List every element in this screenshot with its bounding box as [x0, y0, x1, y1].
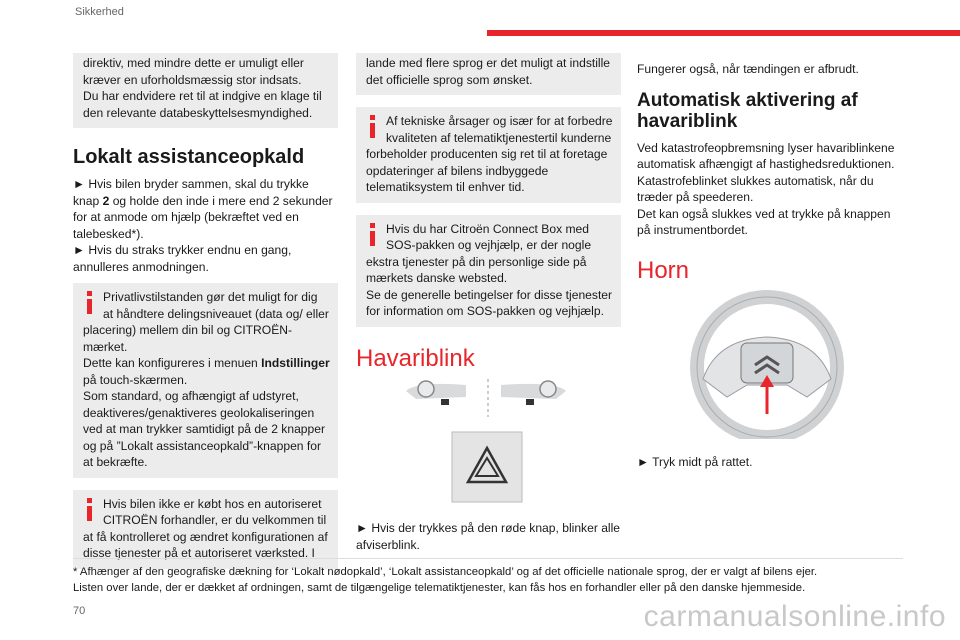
watermark: carmanualsonline.info — [643, 600, 946, 633]
paragraph: ► Hvis du straks trykker endnu en gang, annulleres anmodningen. — [73, 243, 292, 274]
note-line: Du har endvidere ret til at indgive en klage til — [83, 89, 322, 103]
header-accent-bar — [487, 30, 960, 36]
section-heading-local-assistance: Lokalt assistanceopkald — [73, 146, 305, 168]
dashboard-left-icon — [406, 381, 466, 405]
note-box-continued — [73, 53, 338, 128]
column-2 — [356, 53, 621, 553]
note-line: direktiv, med mindre dette er umuligt eller — [83, 56, 304, 70]
dashboard-location-illustration — [356, 377, 621, 421]
info-note-updates: Af tekniske årsager og især for at forbedre kvaliteten af telematiktjenestertil kunderne forbeholder producenten sig ret til at foretage opdateringer af bilens indbyggede telematiksystem til enhver tid. — [356, 107, 621, 203]
paragraph: Katastrofeblinket slukkes automatisk, når du træder på speederen. — [637, 173, 874, 204]
column-1 — [73, 53, 338, 581]
paragraph: ► Hvis der trykkes på den røde knap, blinker alle afviserblink. — [356, 521, 621, 552]
paragraph: Ved katastrofeopbremsning lyser havariblinkene automatisk afhængigt af hastighedsreduktionen. — [637, 140, 895, 171]
subheading-automatic-hazard: Automatisk aktivering af havariblink — [637, 89, 858, 132]
column-3 — [637, 53, 902, 470]
info-note-dealer: Hvis bilen ikke er købt hos en autoriseret CITROËN forhandler, er du velkommen til at få kontrolleret og ændret konfigurationen af disse tjenester på et autoriseret værksted. I — [73, 490, 338, 569]
dashboard-right-icon — [501, 381, 566, 405]
info-note-privacy: Privatlivstilstanden gør det muligt for dig at håndtere delingsniveauet (data og/ eller placering) mellem din bil og CITROËN-mærket. Dette kan konfigureres i menuen Indstillinger på touch-skærmen. Som standard, og afhængigt af udstyret, deaktiveres/genaktiveres geolokaliseringen ved at man trykker samtidigt på de 2 knapper og på ”Lokalt assistanceopkald”-knappen for at bekræfte. — [73, 283, 338, 478]
info-note-connect-box: Hvis du har Citroën Connect Box med SOS-pakken og vejhjælp, er der nogle ekstra tjenester på din personlige side på mærkets danske websted. Se de generelle betingelser for disse tjenester for information om SOS-pakken og vejhjælp. — [356, 215, 621, 327]
paragraph: ► Tryk midt på rattet. — [637, 454, 753, 469]
hazard-button-illustration — [356, 430, 621, 510]
info-icon — [366, 223, 380, 247]
info-icon — [83, 498, 97, 522]
paragraph: ► Hvis bilen bryder sammen, skal du trykke knap 2 og holde den inde i mere end 2 sekunder for at anmode om hjælp (bekræftet ved en talebesked*). — [73, 177, 333, 241]
paragraph: Fungerer også, når tændingen er afbrudt. — [637, 62, 859, 76]
footnote: * Afhænger af den geografiske dækning for ‘Lokalt nødopkald’, ‘Lokalt assistanceopkald’ og af det officielle nationale sprog, der er valgt af bilens ejer. Listen over lande, der er dækket af ordningen, samt de tilgængelige telematiktjenester, kan fås hos en forhandler eller på den danske hjemmeside. — [73, 558, 903, 596]
page-number: 70 — [73, 605, 86, 617]
note-box-continued: lande med flere sprog er det muligt at indstille det officielle sprog som ønsket. — [356, 53, 621, 95]
note-line: kræver en uforholdsmæssig stor indsats. — [83, 72, 302, 87]
section-heading-hazard: Havariblink — [356, 344, 475, 372]
paragraph: Det kan også slukkes ved at trykke på knappen på instrumentbordet. — [637, 206, 891, 237]
running-header: Sikkerhed — [75, 6, 124, 18]
steering-wheel-illustration — [637, 289, 902, 439]
section-heading-horn: Horn — [637, 256, 690, 284]
info-icon — [366, 115, 380, 139]
note-line: den relevante databeskyttelsesmyndighed. — [83, 105, 313, 120]
info-icon — [83, 291, 97, 315]
